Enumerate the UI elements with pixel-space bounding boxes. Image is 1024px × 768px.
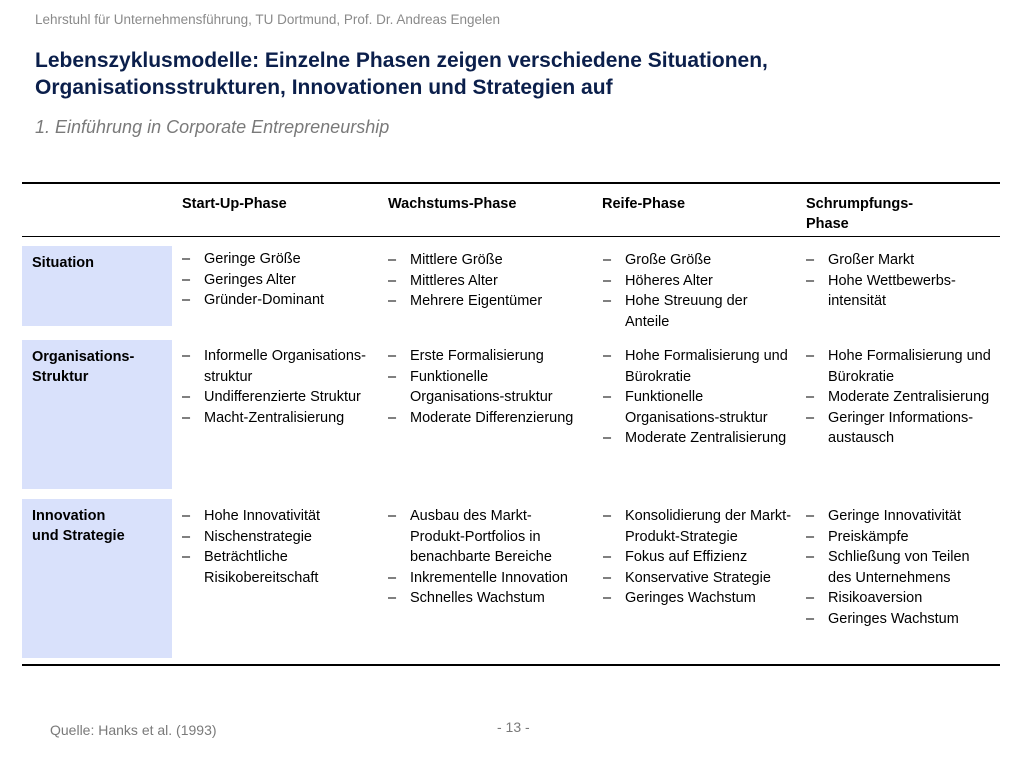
list-item: – Beträchtliche Risikobereitschaft [172, 547, 372, 588]
row-label-innovation: Innovation und Strategie [22, 499, 172, 658]
cell-organisation-startup [172, 346, 372, 428]
cell-organisation-wachstum [378, 346, 578, 428]
slide-title: Lebenszyklusmodelle: Einzelne Phasen zeigen verschiedene Situationen, Organisationsstrukturen, Innovationen und Strategien auf [35, 49, 768, 99]
cell-innovation-schrumpfung [796, 506, 996, 629]
cell-organisation-schrumpfung [796, 346, 996, 449]
row-label-organisation: Organisations- Struktur [22, 340, 172, 489]
table-header-rule [22, 236, 1000, 237]
list-item: – Geringes Alter [172, 270, 372, 291]
list-item: – Hohe Streuung der Anteile [593, 291, 793, 332]
cell-innovation-reife [593, 506, 793, 609]
list-item: – Mittlere Größe [378, 250, 578, 271]
cell-innovation-wachstum [378, 506, 578, 609]
list-item: – Undifferenzierte Struktur [172, 387, 372, 408]
cell-situation-startup [172, 249, 372, 311]
list-item: – Risikoaversion [796, 588, 996, 609]
list-item: – Schnelles Wachstum [378, 588, 578, 609]
list-item: – Informelle Organisations-struktur [172, 346, 372, 387]
list-item: – Moderate Zentralisierung [796, 387, 996, 408]
cell-organisation-reife [593, 346, 793, 449]
list-item: – Erste Formalisierung [378, 346, 578, 367]
source-citation: Quelle: Hanks et al. (1993) [50, 722, 217, 738]
list-item: – Schließung von Teilen des Unternehmens [796, 547, 996, 588]
list-item: – Inkrementelle Innovation [378, 568, 578, 589]
column-header-wachstum: Wachstums-Phase [388, 196, 517, 212]
column-header-reife: Reife-Phase [602, 196, 686, 212]
list-item: – Höheres Alter [593, 271, 793, 292]
cell-innovation-startup [172, 506, 372, 588]
list-item: – Funktionelle Organisations-struktur [378, 367, 578, 408]
page-number: - 13 - [497, 719, 530, 735]
cell-situation-wachstum [378, 250, 578, 312]
list-item: – Hohe Innovativität [172, 506, 372, 527]
list-item: – Mehrere Eigentümer [378, 291, 578, 312]
list-item: – Gründer-Dominant [172, 290, 372, 311]
list-item: – Geringes Wachstum [593, 588, 793, 609]
list-item: – Konsolidierung der Markt-Produkt-Strategie [593, 506, 793, 547]
list-item: – Konservative Strategie [593, 568, 793, 589]
list-item: – Nischenstrategie [172, 527, 372, 548]
column-header-schrumpfung: Schrumpfungs- Phase [806, 196, 914, 232]
list-item: – Großer Markt [796, 250, 996, 271]
list-item: – Preiskämpfe [796, 527, 996, 548]
list-item: – Hohe Formalisierung und Bürokratie [796, 346, 996, 387]
list-item: – Ausbau des Markt-Produkt-Portfolios in benachbarte Bereiche [378, 506, 578, 568]
list-item: – Geringer Informations-austausch [796, 408, 996, 449]
cell-situation-schrumpfung [796, 250, 996, 312]
table-bottom-rule [22, 664, 1000, 666]
list-item: – Fokus auf Effizienz [593, 547, 793, 568]
list-item: – Geringes Wachstum [796, 609, 996, 630]
list-item: – Moderate Differenzierung [378, 408, 578, 429]
list-item: – Hohe Formalisierung und Bürokratie [593, 346, 793, 387]
list-item: – Moderate Zentralisierung [593, 428, 793, 449]
row-label-situation: Situation [22, 246, 172, 326]
list-item: – Große Größe [593, 250, 793, 271]
header-institution: Lehrstuhl für Unternehmensführung, TU Dortmund, Prof. Dr. Andreas Engelen [35, 12, 500, 27]
list-item: – Geringe Größe [172, 249, 372, 270]
column-header-startup: Start-Up-Phase [182, 196, 287, 212]
list-item: – Macht-Zentralisierung [172, 408, 372, 429]
list-item: – Hohe Wettbewerbs-intensität [796, 271, 996, 312]
list-item: – Funktionelle Organisations-struktur [593, 387, 793, 428]
table-top-rule [22, 182, 1000, 184]
list-item: – Mittleres Alter [378, 271, 578, 292]
cell-situation-reife [593, 250, 793, 332]
list-item: – Geringe Innovativität [796, 506, 996, 527]
slide-subtitle: 1. Einführung in Corporate Entrepreneurship [35, 117, 390, 137]
